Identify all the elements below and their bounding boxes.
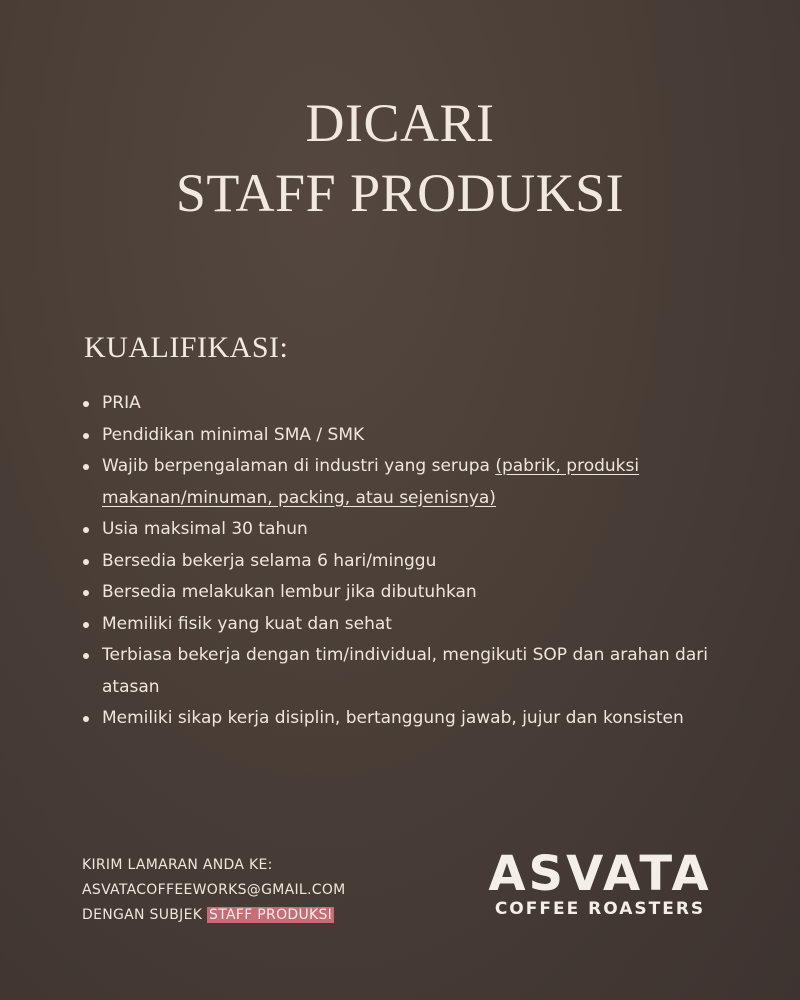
- contact-email[interactable]: ASVATACOFFEEWORKS@GMAIL.COM: [82, 882, 346, 898]
- list-item: Bersedia bekerja selama 6 hari/minggu: [80, 546, 760, 578]
- qualifications-list: [80, 388, 760, 735]
- title-line-1: DICARI: [305, 93, 495, 153]
- title-line-2: STAFF PRODUKSI: [175, 163, 625, 223]
- qualifications-heading: KUALIFIKASI:: [84, 331, 289, 364]
- list-item: Wajib berpengalaman di industri yang serupa (pabrik, produksi makanan/minuman, packing, atau sejenisnya): [80, 451, 760, 514]
- list-item: PRIA: [80, 388, 760, 420]
- contact-instruction: KIRIM LAMARAN ANDA KE:: [82, 857, 273, 873]
- list-item: Memiliki sikap kerja disiplin, bertanggung jawab, jujur dan konsisten: [80, 703, 760, 735]
- list-item: Bersedia melakukan lembur jika dibutuhkan: [80, 577, 760, 609]
- list-item: Pendidikan minimal SMA / SMK: [80, 420, 760, 452]
- list-item: Memiliki fisik yang kuat dan sehat: [80, 609, 760, 641]
- asvata-logo: [470, 848, 730, 918]
- contact-info: [82, 853, 346, 928]
- poster-title: [0, 88, 800, 228]
- logo-wordmark: ASVATA: [488, 846, 712, 902]
- industry-examples: (pabrik, produksi makanan/minuman, packing, atau sejenisnya): [102, 456, 640, 508]
- list-item: Terbiasa bekerja dengan tim/individual, mengikuti SOP dan arahan dari atasan: [80, 640, 760, 703]
- logo-tagline: COFFEE ROASTERS: [494, 899, 706, 919]
- contact-subject-line: DENGAN SUBJEK STAFF PRODUKSI: [82, 907, 333, 923]
- subject-highlight: STAFF PRODUKSI: [209, 907, 333, 923]
- list-item: Usia maksimal 30 tahun: [80, 514, 760, 546]
